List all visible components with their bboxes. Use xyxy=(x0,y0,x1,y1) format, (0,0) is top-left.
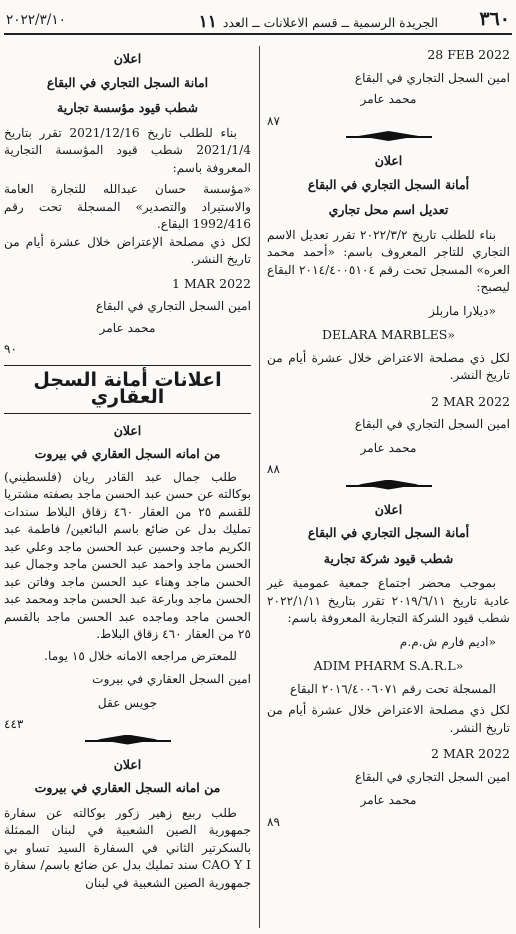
notice-subject: شطب قيود مؤسسة تجارية xyxy=(57,100,198,115)
page-header xyxy=(6,6,510,32)
notice-443 xyxy=(4,422,251,734)
notice-number: ٨٧ xyxy=(267,113,280,128)
section-title: اعلانات أمانة السجل العقاري xyxy=(33,368,222,408)
page-number: ٣٦٠ xyxy=(479,8,510,30)
notice-authority: امين السجل التجاري في البقاع xyxy=(95,299,251,313)
left-column xyxy=(4,46,251,892)
notice-body: طلب ربيع زهير زكور بوكالته عن سفارة جمهورية الصين الشعبية في لبنان الممثلة بالسكرتير الثاني في السفارة السيد تساو بي CAO Y I سند تمليك بدل عن ضائع باسم/ سفارة جمهورية الصين الشعبية في لبنان xyxy=(4,805,251,890)
notice-90 xyxy=(4,46,251,359)
notice-signer: محمد عامر xyxy=(360,440,417,455)
notice-signer: جويس عقل xyxy=(97,695,158,710)
notice-date: 1 MAR 2022 xyxy=(172,275,251,291)
notice-objection: للمعترض مراجعه الامانه خلال ١٥ يوما. xyxy=(44,648,237,663)
notice-org: امانة السجل التجاري في البقاع xyxy=(46,74,209,90)
notice-objection: لكل ذي مصلحة الاعتراض خلال عشرة أيام من تاريخ النشر. xyxy=(267,350,510,382)
notice-label: اعلان xyxy=(374,153,403,168)
section-rule xyxy=(4,365,251,366)
notice-objection: لكل ذي مصلحة الاعتراض خلال عشرة أيام من تاريخ النشر. xyxy=(267,703,510,735)
notice-body: بناء للطلب تاريخ 2021/12/16 تقرر بتاريخ 2021/1/4 شطب قيود المؤسسة التجارية المعروفة باسم: xyxy=(4,125,251,175)
company-registered: المسجلة تحت رقم ٢٠١٦/٤٠٠٦٠٧١ البقاع xyxy=(289,681,496,696)
notice-next xyxy=(4,756,251,893)
notice-body: بناء للطلب تاريخ ٢٠٢٢/٣/٢ تقرر تعديل الاسم التجاري للتاجر المعروف باسم: «أحمد محمد العره» المسجل تحت رقم ٢٠١٤/٤٠٠٥١٠٤ البقاع ليصبح: xyxy=(267,227,510,294)
notice-number: ٤٤٣ xyxy=(4,717,24,731)
right-column xyxy=(267,46,510,831)
header-title xyxy=(197,12,438,32)
notice-label: اعلان xyxy=(374,501,403,517)
issue-number: ١١ xyxy=(198,12,217,32)
notice-date: 2 MAR 2022 xyxy=(431,393,510,409)
company-name-en: ADIM PHARM S.A.R.L» xyxy=(313,658,464,673)
section-divider xyxy=(267,479,510,493)
notice-signer: محمد عامر xyxy=(99,320,156,335)
notice-org: من امانه السجل العقاري في بيروت xyxy=(34,780,221,795)
notice-87 xyxy=(267,46,510,130)
notice-89 xyxy=(267,501,510,832)
notice-label: اعلان xyxy=(113,756,142,772)
notice-date: 28 FEB 2022 xyxy=(427,47,510,62)
section-divider xyxy=(267,130,510,144)
notice-org: من امانه السجل العقاري في بيروت xyxy=(34,446,221,461)
section-divider xyxy=(4,734,251,748)
notice-date: 2 MAR 2022 xyxy=(431,746,510,761)
company-name-ar: «اديم فارم ش.م.م xyxy=(399,634,496,649)
notice-org: أمانة السجل التجاري في البقاع xyxy=(307,176,470,192)
notice-number: ٨٩ xyxy=(267,814,280,829)
notice-authority: امين السجل التجاري في البقاع xyxy=(354,70,510,85)
notice-label: اعلان xyxy=(113,422,142,438)
notice-body: بموجب محضر اجتماع جمعية عمومية غير عادية تاريخ ٢٠١٩/٦/١١ تقرر بتاريخ ٢٠٢٢/١/١١ شطب قيود الشركة التجارية المعروفة باسم: xyxy=(267,576,510,625)
notice-subject: تعديل اسم محل تجاري xyxy=(328,202,449,217)
new-name-ar: «ديلارا ماربلز xyxy=(429,303,496,318)
header-title-text: الجريدة الرسمية ــ قسم الاعلانات ــ العدد xyxy=(222,15,438,30)
notice-number: ٨٨ xyxy=(267,462,280,476)
notice-label: اعلان xyxy=(113,51,142,66)
new-name-en: DELARA MARBLES» xyxy=(322,327,455,342)
notice-88 xyxy=(267,152,510,479)
notice-subject: شطب قيود شركة تجارية xyxy=(323,550,454,566)
notice-signer: محمد عامر xyxy=(360,92,417,106)
notice-authority: امين السجل التجاري في البقاع xyxy=(354,417,510,431)
notice-org: أمانة السجل التجاري في البقاع xyxy=(307,525,470,540)
header-date: ٢٠٢٢/٣/١٠ xyxy=(6,12,66,28)
notice-objection: لكل ذي مصلحة الإعتراض خلال عشرة أيام من تاريخ النشر. xyxy=(4,234,251,266)
column-divider xyxy=(259,46,260,928)
header-rule xyxy=(4,33,512,35)
notice-authority: امين السجل العقاري في بيروت xyxy=(92,672,251,686)
notice-body: طلب جمال عبد القادر ريان (فلسطيني) بوكالته عن حسن عبد الحسن ماجد بصفته مشتريا للقسم ٢٥ من العقار ٤٦٠ زقاق البلاط سندات تمليك بدل عن ضائع باسم البائعين/ فاطمة عبد الكريم ماجد وحسين عبد الحسن ماجد وعلي عبد الحسن ماجد واحمد عبد الحسن ماجد وجمال عبد الحسن ماجد وهناء عبد الحسن ماجد وفاتن عبد الحسن ماجد وبارعة عبد الحسن ماجد ومحمد عبد الحسن ماجد وماجده عبد الحسن ماجد بالقسم ٢٥ من العقار ٤٦٠ زقاق البلاط. xyxy=(4,469,251,641)
notice-signer: محمد عامر xyxy=(360,793,417,807)
notice-entity: «مؤسسة حسان عبدالله للتجارة العامة والاستيراد والتصدير» المسجلة تحت رقم 1992/416 البقاع. xyxy=(4,182,251,231)
notice-authority: امين السجل التجاري في البقاع xyxy=(354,769,510,784)
notice-number: ٩٠ xyxy=(4,342,17,356)
